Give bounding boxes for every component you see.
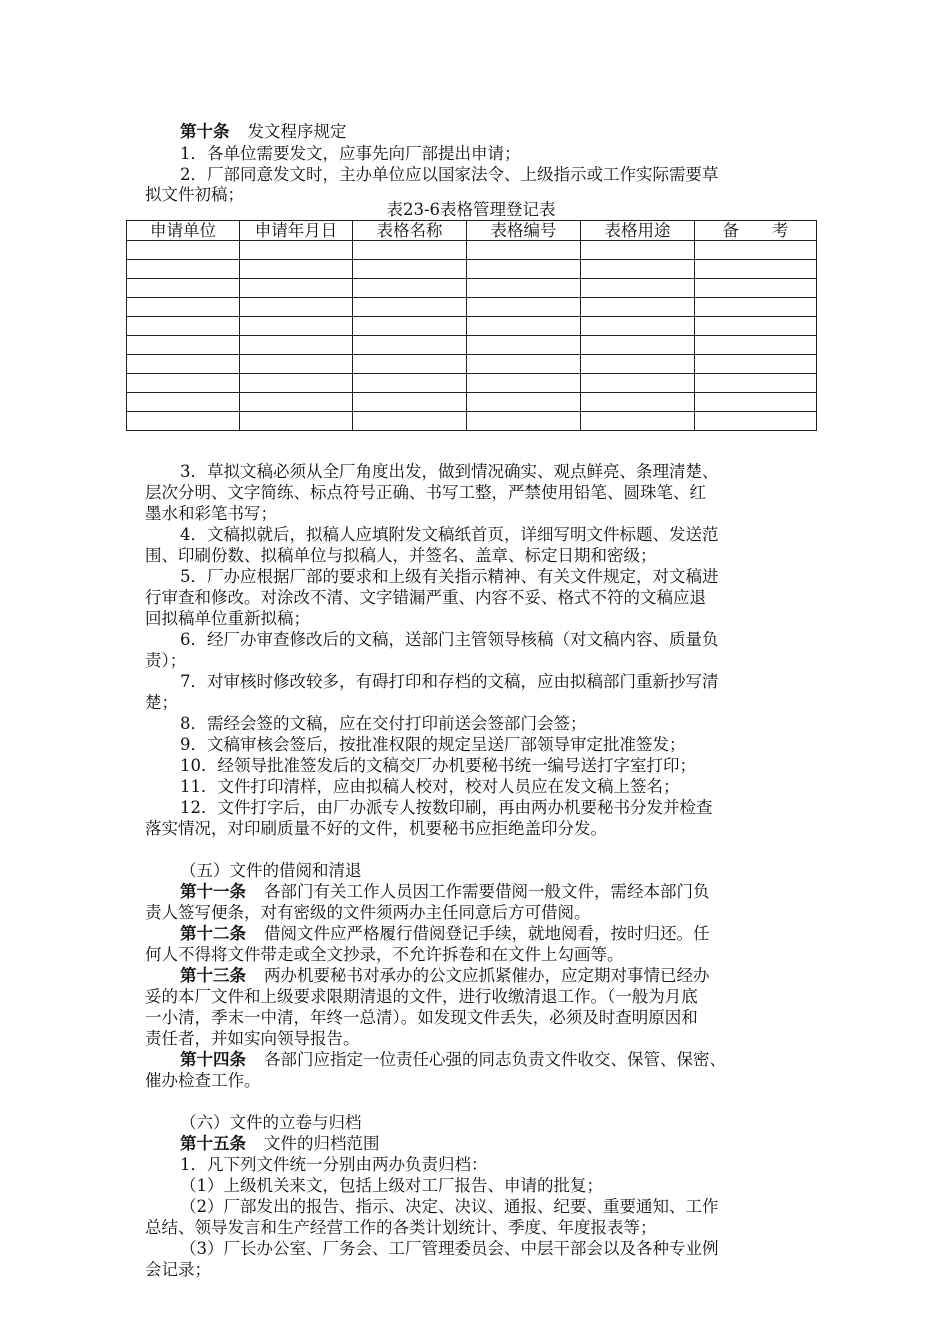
table-cell [581, 279, 695, 298]
article-12-title: 第十二条 [180, 924, 246, 943]
item-6-line-1: 6．经厂办审查修改后的文稿，送部门主管领导核稿（对文稿内容、质量负 [180, 630, 719, 649]
table-cell [467, 355, 581, 374]
article-13-title: 第十三条 [180, 966, 246, 985]
item-3-line-1: 3．草拟文稿必须从全厂角度出发，做到情况确实、观点鲜亮、条理清楚、 [180, 462, 719, 481]
table-cell [695, 355, 817, 374]
article-10-subtitle: 发文程序规定 [247, 122, 347, 141]
article-10-item-1: 1．各单位需要发文，应事先向厂部提出申请； [180, 144, 521, 163]
table-cell [240, 393, 353, 412]
article-13-line-2: 妥的本厂文件和上级要求限期清退的文件，进行收缴清退工作。（一般为月底 [145, 987, 698, 1006]
table-cell [467, 336, 581, 355]
table-cell [467, 298, 581, 317]
table-cell [467, 260, 581, 279]
table-cell [467, 317, 581, 336]
item-5-line-2: 行审查和修改。对涂改不清、文字错漏严重、内容不妥、格式不符的文稿应退 [145, 588, 706, 607]
table-body [127, 241, 817, 431]
table-cell [353, 317, 467, 336]
table-cell [240, 260, 353, 279]
archive-scope-sub-3-line-2: 会记录； [145, 1260, 211, 1279]
table-cell [353, 355, 467, 374]
article-13-line-3: 一小清，季末一中清，年终一总清）。如发现文件丢失，必须及时查明原因和 [145, 1008, 698, 1027]
archive-scope-item-1: 1．凡下列文件统一分别由两办负责归档： [180, 1155, 488, 1174]
table-cell [467, 241, 581, 260]
table-cell [695, 374, 817, 393]
item-6-line-2: 责）； [145, 651, 187, 670]
table-cell [353, 393, 467, 412]
table-cell [127, 393, 240, 412]
table-cell [127, 260, 240, 279]
table-cell [240, 336, 353, 355]
table-cell [581, 374, 695, 393]
item-4-line-2: 围、印刷份数、拟稿单位与拟稿人，并签名、盖章、标定日期和密级； [145, 546, 657, 565]
table-row [127, 374, 817, 393]
table-cell [127, 241, 240, 260]
table-cell [695, 260, 817, 279]
archive-scope-sub-1: （1）上级机关来文，包括上级对工厂报告、申请的批复； [180, 1176, 603, 1195]
table-cell [127, 412, 240, 431]
table-cell [695, 393, 817, 412]
table-cell [240, 298, 353, 317]
article-12-line-1 [180, 923, 810, 945]
table-cell [353, 279, 467, 298]
article-14-text-1: 各部门应指定一位责任心强的同志负责文件收交、保管、保密、 [264, 1050, 726, 1069]
item-5-line-3: 回拟稿单位重新拟稿； [145, 609, 310, 628]
article-12-text-1: 借阅文件应严格履行借阅登记手续，就地阅看，按时归还。任 [264, 924, 710, 943]
table-header-row [127, 221, 817, 241]
table-row [127, 279, 817, 298]
table-row [127, 298, 817, 317]
table-row [127, 355, 817, 374]
table-cell [353, 412, 467, 431]
table-cell [581, 241, 695, 260]
table-cell [240, 317, 353, 336]
article-13-line-1 [180, 965, 810, 987]
table-cell [240, 355, 353, 374]
archive-scope-sub-2-line-2: 总结、领导发言和生产经营工作的各类计划统计、季度、年度报表等； [145, 1218, 657, 1237]
article-10-item-2-line-2: 拟文件初稿； [145, 185, 244, 204]
table-cell [127, 355, 240, 374]
table-cell [467, 279, 581, 298]
section-5-title: （五）文件的借阅和清退 [180, 861, 362, 880]
table-row [127, 412, 817, 431]
article-13-line-4: 责任者，并如实向领导报告。 [145, 1029, 360, 1048]
table-cell [240, 241, 353, 260]
table-cell [581, 393, 695, 412]
article-10-item-2-line-1: 2．厂部同意发文时，主办单位应以国家法令、上级指示或工作实际需要草 [180, 165, 719, 184]
table-cell [467, 412, 581, 431]
item-3-line-2: 层次分明、文字简练、标点符号正确、书写工整，严禁使用铅笔、圆珠笔、红 [145, 483, 706, 502]
article-11-line-1 [180, 881, 810, 903]
item-11: 11．文件打印清样，应由拟稿人校对，校对人员应在发文稿上签名； [180, 777, 680, 796]
table-cell [695, 336, 817, 355]
article-14-title: 第十四条 [180, 1050, 246, 1069]
article-10-title: 第十条 [180, 122, 230, 141]
table-cell [127, 317, 240, 336]
archive-scope-sub-3-line-1: （3）厂长办公室、厂务会、工厂管理委员会、中层干部会以及各种专业例 [180, 1239, 719, 1258]
column-header-applicant-unit: 申请单位 [127, 221, 240, 241]
table-cell [353, 298, 467, 317]
table-cell [581, 317, 695, 336]
article-11-title: 第十一条 [180, 882, 246, 901]
article-14-line-2: 催办检查工作。 [145, 1071, 261, 1090]
table-row [127, 393, 817, 412]
table-row [127, 260, 817, 279]
item-12-line-1: 12．文件打字后，由厂办派专人按数印刷，再由两办机要秘书分发并检查 [180, 798, 713, 817]
table-cell [695, 298, 817, 317]
table-cell [581, 355, 695, 374]
table-cell [353, 260, 467, 279]
item-5-line-1: 5．厂办应根据厂部的要求和上级有关指示精神、有关文件规定，对文稿进 [180, 567, 719, 586]
column-header-application-date: 申请年月日 [240, 221, 353, 241]
table-cell [127, 374, 240, 393]
table-cell [581, 260, 695, 279]
item-3-line-3: 墨水和彩笔书写； [145, 504, 277, 523]
table-cell [127, 336, 240, 355]
table-cell [467, 393, 581, 412]
item-10: 10．经领导批准签发后的文稿交厂办机要秘书统一编号送打字室打印； [180, 756, 696, 775]
table-row [127, 317, 817, 336]
table-cell [240, 279, 353, 298]
article-12-line-2: 何人不得将文件带走或全文抄录，不允许拆卷和在文件上勾画等。 [145, 945, 624, 964]
table-cell [127, 298, 240, 317]
table-cell [695, 241, 817, 260]
column-header-form-number: 表格编号 [467, 221, 581, 241]
table-row [127, 241, 817, 260]
table-cell [695, 412, 817, 431]
table-cell [240, 412, 353, 431]
article-13-text-1: 两办机要秘书对承办的公文应抓紧催办，应定期对事情已经办 [264, 966, 710, 985]
article-15-title: 第十五条 [180, 1134, 246, 1153]
table-cell [127, 279, 240, 298]
table-cell [581, 336, 695, 355]
item-4-line-1: 4．文稿拟就后，拟稿人应填附发文稿纸首页，详细写明文件标题、发送范 [180, 525, 719, 544]
table-cell [353, 374, 467, 393]
table-cell [353, 336, 467, 355]
form-registry-table [126, 220, 817, 431]
table-cell [695, 317, 817, 336]
table-cell [695, 279, 817, 298]
table-cell [353, 241, 467, 260]
article-15-heading [180, 1133, 810, 1155]
table-row [127, 336, 817, 355]
section-6-title: （六）文件的立卷与归档 [180, 1113, 362, 1132]
article-14-line-1 [180, 1049, 810, 1071]
table-caption: 表23-6表格管理登记表 [386, 200, 556, 219]
article-10-heading [180, 121, 810, 143]
table-cell [240, 374, 353, 393]
column-header-remarks: 备 考 [695, 221, 817, 241]
article-15-subtitle: 文件的归档范围 [264, 1134, 380, 1153]
table-cell [467, 374, 581, 393]
item-7-line-1: 7．对审核时修改较多，有碍打印和存档的文稿，应由拟稿部门重新抄写清 [180, 672, 719, 691]
item-7-line-2: 楚； [145, 693, 178, 712]
item-12-line-2: 落实情况，对印刷质量不好的文件，机要秘书应拒绝盖印分发。 [145, 819, 607, 838]
table-cell [581, 298, 695, 317]
column-header-form-name: 表格名称 [353, 221, 467, 241]
item-8: 8．需经会签的文稿，应在交付打印前送会签部门会签； [180, 714, 587, 733]
table-cell [581, 412, 695, 431]
column-header-form-purpose: 表格用途 [581, 221, 695, 241]
article-11-text-1: 各部门有关工作人员因工作需要借阅一般文件，需经本部门负 [264, 882, 710, 901]
archive-scope-sub-2-line-1: （2）厂部发出的报告、指示、决定、决议、通报、纪要、重要通知、工作 [180, 1197, 719, 1216]
article-11-line-2: 责人签写便条，对有密级的文件须两办主任同意后方可借阅。 [145, 903, 591, 922]
item-9: 9．文稿审核会签后，按批准权限的规定呈送厂部领导审定批准签发； [180, 735, 686, 754]
